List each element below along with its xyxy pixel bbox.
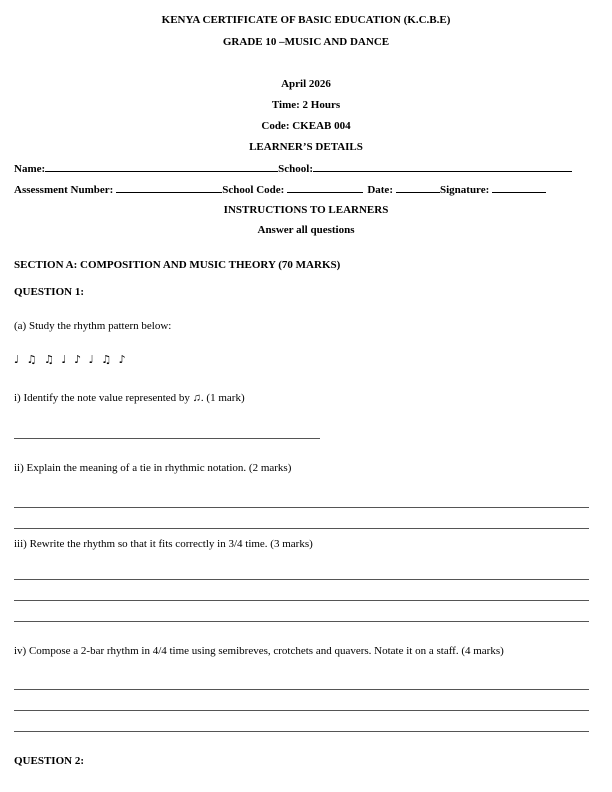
date-label: Date: — [367, 184, 393, 196]
signature-label: Signature: — [439, 184, 490, 196]
learner-details-heading: LEARNER’S DETAILS — [249, 141, 363, 153]
instructions-heading: INSTRUCTIONS TO LEARNERS — [223, 204, 389, 216]
question-2-label: QUESTION 2: — [14, 755, 84, 767]
answer-line[interactable] — [14, 507, 589, 508]
name-blank[interactable] — [45, 162, 278, 172]
instructions-text: Answer all questions — [257, 224, 355, 236]
answer-line[interactable] — [14, 600, 589, 601]
name-field[interactable] — [14, 162, 572, 175]
school-code-blank[interactable] — [287, 183, 363, 193]
question-1-label: QUESTION 1: — [14, 286, 84, 298]
school-blank[interactable] — [313, 162, 572, 172]
answer-line[interactable] — [14, 528, 589, 529]
question-1a-stem: (a) Study the rhythm pattern below: — [14, 320, 172, 332]
answer-line[interactable] — [14, 731, 589, 732]
date-blank[interactable] — [396, 183, 440, 193]
exam-time: Time: 2 Hours — [271, 99, 341, 111]
school-code-label: School Code: — [222, 184, 285, 196]
question-1-part-i: i) Identify the note value represented by ♫. (1 mark) — [14, 392, 245, 404]
assessment-number-blank[interactable] — [116, 183, 222, 193]
exam-title: KENYA CERTIFICATE OF BASIC EDUCATION (K.C.B.E) — [161, 14, 451, 26]
question-1-part-iv: iv) Compose a 2-bar rhythm in 4/4 time using semibreves, crotchets and quavers. Notate it on a staff. (4 marks) — [14, 645, 504, 657]
subject-title: GRADE 10 –MUSIC AND DANCE — [222, 36, 390, 48]
answer-line[interactable] — [14, 579, 589, 580]
question-1-part-iii: iii) Rewrite the rhythm so that it fits correctly in 3/4 time. (3 marks) — [14, 538, 313, 550]
school-label: School: — [278, 163, 313, 175]
answer-line[interactable] — [14, 689, 589, 690]
answer-line[interactable] — [14, 438, 320, 439]
rhythm-pattern: ♩ ♫ ♫ ♩ ♪ ♩ ♫ ♪ — [14, 353, 128, 366]
answer-line[interactable] — [14, 710, 589, 711]
section-a-heading: SECTION A: COMPOSITION AND MUSIC THEORY (70 MARKS) — [14, 259, 341, 271]
signature-blank[interactable] — [492, 183, 546, 193]
name-label: Name: — [14, 163, 46, 175]
assessment-row — [14, 183, 546, 196]
question-1-part-ii: ii) Explain the meaning of a tie in rhythmic notation. (2 marks) — [14, 462, 292, 474]
assessment-number-label: Assessment Number: — [14, 184, 114, 196]
answer-line[interactable] — [14, 621, 589, 622]
exam-code: Code: CKEAB 004 — [261, 120, 351, 132]
exam-date: April 2026 — [281, 78, 331, 90]
